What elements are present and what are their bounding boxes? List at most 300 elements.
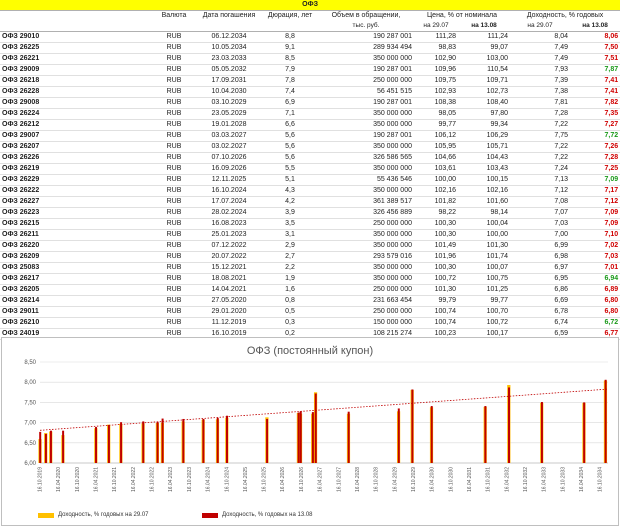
price-0729-cell: 100,00 (414, 175, 458, 186)
duration-cell: 8,5 (262, 54, 318, 65)
price-1308-cell: 99,34 (458, 120, 510, 131)
legend-label-0729: Доходность, % годовых на 29.07 (58, 512, 149, 518)
yield-0729-cell: 7,28 (510, 109, 570, 120)
currency-cell: RUB (152, 296, 196, 307)
currency-cell: RUB (152, 87, 196, 98)
yield-0729-cell: 6,78 (510, 307, 570, 318)
duration-cell: 8,8 (262, 32, 318, 43)
price-1308-cell: 97,80 (458, 109, 510, 120)
bond-name: ОФЗ 25083 (0, 263, 152, 274)
price-0729-cell: 99,77 (414, 120, 458, 131)
table-row (0, 175, 620, 186)
maturity-cell: 12.11.2025 (196, 175, 262, 186)
currency-cell: RUB (152, 54, 196, 65)
table-row (0, 307, 620, 318)
volume-cell: 55 436 546 (318, 175, 414, 186)
volume-cell: 350 000 000 (318, 263, 414, 274)
yield-1308-cell: 7,25 (570, 164, 620, 175)
table-row (0, 208, 620, 219)
price-1308-cell: 110,54 (458, 65, 510, 76)
price-0729-cell: 98,22 (414, 208, 458, 219)
duration-cell: 7,8 (262, 76, 318, 87)
yield-1308-cell: 6,80 (570, 307, 620, 318)
bar-1308 (157, 422, 159, 463)
duration-cell: 2,7 (262, 252, 318, 263)
volume-cell: 350 000 000 (318, 186, 414, 197)
subheader-price-d2: на 13.08 (458, 21, 510, 32)
price-1308-cell: 106,29 (458, 131, 510, 142)
yield-0729-cell: 7,49 (510, 54, 570, 65)
yield-0729-cell: 6,74 (510, 318, 570, 329)
bond-name: ОФЗ 26205 (0, 285, 152, 296)
x-tick-label: 16.10.2028 (373, 467, 380, 493)
volume-cell: 350 000 000 (318, 230, 414, 241)
volume-cell: 289 934 494 (318, 43, 414, 54)
price-1308-cell: 99,77 (458, 296, 510, 307)
bar-1308 (484, 406, 486, 463)
maturity-cell: 03.10.2029 (196, 98, 262, 109)
yield-1308-cell: 7,41 (570, 87, 620, 98)
volume-cell: 250 000 000 (318, 219, 414, 230)
maturity-cell: 27.05.2020 (196, 296, 262, 307)
price-1308-cell: 100,00 (458, 230, 510, 241)
yield-0729-cell: 7,24 (510, 164, 570, 175)
price-1308-cell: 108,40 (458, 98, 510, 109)
bar-1308 (266, 419, 268, 463)
yield-1308-cell: 7,87 (570, 65, 620, 76)
yield-0729-cell: 6,59 (510, 329, 570, 340)
bar-1308 (45, 434, 47, 463)
subheader-yield-d2: на 13.08 (570, 21, 620, 32)
price-1308-cell: 100,15 (458, 175, 510, 186)
yield-chart (2, 338, 618, 525)
yield-0729-cell: 7,39 (510, 76, 570, 87)
bond-name: ОФЗ 26223 (0, 208, 152, 219)
price-0729-cell: 106,12 (414, 131, 458, 142)
x-tick-label: 16.10.2031 (485, 467, 492, 493)
volume-cell: 250 000 000 (318, 285, 414, 296)
currency-cell: RUB (152, 65, 196, 76)
price-0729-cell: 109,96 (414, 65, 458, 76)
currency-cell: RUB (152, 131, 196, 142)
volume-cell: 350 000 000 (318, 109, 414, 120)
table-row (0, 142, 620, 153)
x-tick-label: 16.04.2025 (242, 467, 249, 493)
duration-cell: 9,1 (262, 43, 318, 54)
bar-1308 (95, 427, 97, 463)
maturity-cell: 07.12.2022 (196, 241, 262, 252)
volume-cell: 326 456 889 (318, 208, 414, 219)
currency-cell: RUB (152, 175, 196, 186)
duration-cell: 7,1 (262, 109, 318, 120)
maturity-cell: 15.12.2021 (196, 263, 262, 274)
bar-1308 (508, 387, 510, 463)
maturity-cell: 17.07.2024 (196, 197, 262, 208)
bond-name: ОФЗ 26224 (0, 109, 152, 120)
bar-1308 (50, 431, 52, 463)
volume-cell: 350 000 000 (318, 54, 414, 65)
currency-cell: RUB (152, 142, 196, 153)
table-row (0, 241, 620, 252)
yield-0729-cell: 7,22 (510, 153, 570, 164)
yield-1308-cell: 7,82 (570, 98, 620, 109)
gridlines (40, 362, 608, 463)
x-tick-label: 16.10.2022 (149, 467, 156, 493)
maturity-cell: 03.02.2027 (196, 142, 262, 153)
bond-name: ОФЗ 29007 (0, 131, 152, 142)
duration-cell: 5,6 (262, 153, 318, 164)
maturity-cell: 06.12.2034 (196, 32, 262, 43)
price-0729-cell: 100,30 (414, 219, 458, 230)
price-1308-cell: 104,43 (458, 153, 510, 164)
bar-1308 (202, 419, 204, 463)
price-0729-cell: 100,30 (414, 263, 458, 274)
maturity-cell: 16.10.2024 (196, 186, 262, 197)
header-price: Цена, % от номинала (427, 12, 497, 19)
yield-0729-cell: 7,22 (510, 142, 570, 153)
maturity-cell: 18.08.2021 (196, 274, 262, 285)
bar-1308 (583, 402, 585, 463)
x-tick-label: 16.04.2021 (93, 467, 100, 493)
duration-cell: 3,1 (262, 230, 318, 241)
price-0729-cell: 111,28 (414, 32, 458, 43)
yield-0729-cell: 6,95 (510, 274, 570, 285)
volume-cell: 326 586 565 (318, 153, 414, 164)
price-0729-cell: 101,82 (414, 197, 458, 208)
header-currency: Валюта (161, 12, 187, 19)
price-0729-cell: 108,38 (414, 98, 458, 109)
duration-cell: 5,5 (262, 164, 318, 175)
duration-cell: 0,3 (262, 318, 318, 329)
yield-1308-cell: 6,77 (570, 329, 620, 340)
duration-cell: 5,6 (262, 131, 318, 142)
table-header-row (0, 11, 620, 22)
currency-cell: RUB (152, 109, 196, 120)
bar-1308 (182, 419, 184, 463)
table-row (0, 120, 620, 131)
duration-cell: 7,4 (262, 87, 318, 98)
price-1308-cell: 103,00 (458, 54, 510, 65)
table-row (0, 219, 620, 230)
maturity-cell: 28.02.2024 (196, 208, 262, 219)
x-tick-label: 16.04.2033 (541, 467, 548, 493)
price-0729-cell: 101,30 (414, 285, 458, 296)
maturity-cell: 03.03.2027 (196, 131, 262, 142)
volume-cell: 250 000 000 (318, 307, 414, 318)
yield-1308-cell: 7,50 (570, 43, 620, 54)
table-row (0, 43, 620, 54)
yield-1308-cell: 7,41 (570, 76, 620, 87)
volume-cell: 190 287 001 (318, 32, 414, 43)
x-tick-label: 16.04.2022 (130, 467, 137, 493)
yield-1308-cell: 8,06 (570, 32, 620, 43)
subheader-price-d1: на 29.07 (414, 21, 458, 32)
maturity-cell: 10.05.2034 (196, 43, 262, 54)
price-0729-cell: 100,74 (414, 307, 458, 318)
table-row (0, 230, 620, 241)
yield-1308-cell: 7,10 (570, 230, 620, 241)
bar-1308 (142, 421, 144, 463)
yield-0729-cell: 7,75 (510, 131, 570, 142)
yield-1308-cell: 7,09 (570, 208, 620, 219)
x-tick-label: 16.10.2032 (523, 467, 530, 493)
x-tick-label: 16.04.2034 (579, 467, 586, 493)
volume-cell: 361 389 517 (318, 197, 414, 208)
duration-cell: 1,9 (262, 274, 318, 285)
legend-item-1308 (202, 512, 313, 518)
bond-name: ОФЗ 26209 (0, 252, 152, 263)
price-0729-cell: 98,83 (414, 43, 458, 54)
bar-1308 (300, 411, 302, 463)
bond-name: ОФЗ 26211 (0, 230, 152, 241)
x-tick-label: 16.10.2020 (74, 467, 81, 493)
x-tick-label: 16.10.2029 (411, 467, 418, 493)
bar-1308 (108, 425, 110, 463)
maturity-cell: 16.09.2026 (196, 164, 262, 175)
bond-name: ОФЗ 26220 (0, 241, 152, 252)
bar-1308 (431, 406, 433, 463)
table-row (0, 274, 620, 285)
yield-0729-cell: 7,07 (510, 208, 570, 219)
yield-1308-cell: 7,09 (570, 175, 620, 186)
currency-cell: RUB (152, 285, 196, 296)
yield-1308-cell: 6,80 (570, 296, 620, 307)
volume-cell: 108 215 274 (318, 329, 414, 340)
bond-name: ОФЗ 26217 (0, 274, 152, 285)
currency-cell: RUB (152, 274, 196, 285)
bar-1308 (298, 413, 300, 464)
table-row (0, 197, 620, 208)
price-1308-cell: 100,07 (458, 263, 510, 274)
price-1308-cell: 102,73 (458, 87, 510, 98)
currency-cell: RUB (152, 318, 196, 329)
table-title: ОФЗ (0, 0, 620, 11)
header-duration: Дюрация, лет (267, 12, 313, 19)
duration-cell: 0,2 (262, 329, 318, 340)
yield-0729-cell: 7,03 (510, 219, 570, 230)
table-row (0, 98, 620, 109)
maturity-cell: 16.10.2019 (196, 329, 262, 340)
price-0729-cell: 105,95 (414, 142, 458, 153)
bond-name: ОФЗ 29011 (0, 307, 152, 318)
maturity-cell: 19.01.2028 (196, 120, 262, 131)
yield-0729-cell: 7,49 (510, 43, 570, 54)
bar-1308 (398, 408, 400, 463)
duration-cell: 7,9 (262, 65, 318, 76)
price-1308-cell: 102,16 (458, 186, 510, 197)
header-volume-2: тыс. руб. (318, 21, 414, 32)
yield-1308-cell: 7,17 (570, 186, 620, 197)
yield-0729-cell: 7,81 (510, 98, 570, 109)
yield-0729-cell: 6,69 (510, 296, 570, 307)
x-tick-label: 16.04.2023 (168, 467, 175, 493)
table-row (0, 164, 620, 175)
yield-1308-cell: 7,02 (570, 241, 620, 252)
currency-cell: RUB (152, 241, 196, 252)
maturity-cell: 05.05.2032 (196, 65, 262, 76)
maturity-cell: 20.07.2022 (196, 252, 262, 263)
price-1308-cell: 100,04 (458, 219, 510, 230)
yield-0729-cell: 7,00 (510, 230, 570, 241)
yield-0729-cell: 8,04 (510, 32, 570, 43)
yield-0729-cell: 6,99 (510, 241, 570, 252)
bond-name: ОФЗ 26210 (0, 318, 152, 329)
bond-name: ОФЗ 26226 (0, 153, 152, 164)
duration-cell: 2,9 (262, 241, 318, 252)
yield-1308-cell: 7,27 (570, 120, 620, 131)
table-row (0, 263, 620, 274)
bond-name: ОФЗ 29008 (0, 98, 152, 109)
bar-1308 (541, 402, 543, 463)
currency-cell: RUB (152, 164, 196, 175)
bond-name: ОФЗ 29010 (0, 32, 152, 43)
table-row (0, 252, 620, 263)
duration-cell: 4,3 (262, 186, 318, 197)
currency-cell: RUB (152, 263, 196, 274)
duration-cell: 5,6 (262, 142, 318, 153)
x-tick-label: 16.04.2020 (56, 467, 63, 493)
price-0729-cell: 100,72 (414, 274, 458, 285)
yield-0729-cell: 7,38 (510, 87, 570, 98)
bar-1308 (226, 416, 228, 463)
y-tick-label: 7,50 (24, 400, 36, 407)
bond-name: ОФЗ 29009 (0, 65, 152, 76)
table-row (0, 153, 620, 164)
volume-cell: 350 000 000 (318, 274, 414, 285)
duration-cell: 6,9 (262, 98, 318, 109)
duration-cell: 4,2 (262, 197, 318, 208)
trendline-line (40, 389, 608, 430)
yield-0729-cell: 7,22 (510, 120, 570, 131)
volume-cell: 231 663 454 (318, 296, 414, 307)
legend-swatch-0729 (38, 513, 54, 518)
x-tick-label: 16.10.2021 (112, 467, 119, 493)
yield-1308-cell: 7,12 (570, 197, 620, 208)
x-tick-label: 16.10.2030 (448, 467, 455, 493)
price-0729-cell: 98,05 (414, 109, 458, 120)
currency-cell: RUB (152, 197, 196, 208)
legend-item-0729 (38, 512, 149, 518)
duration-cell: 0,5 (262, 307, 318, 318)
chart-title: ОФЗ (постоянный купон) (246, 345, 374, 357)
yield-1308-cell: 7,09 (570, 219, 620, 230)
duration-cell: 5,1 (262, 175, 318, 186)
currency-cell: RUB (152, 329, 196, 340)
legend-label-1308: Доходность, % годовых на 13.08 (222, 512, 313, 518)
price-1308-cell: 100,17 (458, 329, 510, 340)
currency-cell: RUB (152, 120, 196, 131)
y-tick-label: 8,00 (24, 380, 36, 387)
bond-name: ОФЗ 24019 (0, 329, 152, 340)
x-tick-label: 16.04.2026 (280, 467, 287, 493)
maturity-cell: 16.08.2023 (196, 219, 262, 230)
price-1308-cell: 101,30 (458, 241, 510, 252)
price-0729-cell: 103,61 (414, 164, 458, 175)
table-subheader-row (0, 21, 620, 32)
price-0729-cell: 100,74 (414, 318, 458, 329)
x-tick-label: 16.04.2028 (354, 467, 361, 493)
x-tick-label: 16.10.2033 (560, 467, 567, 493)
price-0729-cell: 102,93 (414, 87, 458, 98)
volume-cell: 250 000 000 (318, 76, 414, 87)
volume-cell: 293 579 016 (318, 252, 414, 263)
table-title-row (0, 0, 620, 11)
bond-name: ОФЗ 26218 (0, 76, 152, 87)
x-tick-label: 16.10.2025 (261, 467, 268, 493)
yield-1308-cell: 7,72 (570, 131, 620, 142)
table-row (0, 296, 620, 307)
table-row (0, 76, 620, 87)
yield-1308-cell: 7,03 (570, 252, 620, 263)
price-1308-cell: 100,70 (458, 307, 510, 318)
y-tick-label: 8,50 (24, 360, 36, 366)
subheader-yield-d1: на 29.07 (510, 21, 570, 32)
volume-cell: 350 000 000 (318, 164, 414, 175)
bar-1308 (120, 422, 122, 463)
bond-name: ОФЗ 26221 (0, 54, 152, 65)
maturity-cell: 10.04.2030 (196, 87, 262, 98)
price-0729-cell: 100,30 (414, 230, 458, 241)
yield-1308-cell: 6,72 (570, 318, 620, 329)
bond-name: ОФЗ 26214 (0, 296, 152, 307)
x-tick-label: 16.04.2032 (504, 467, 511, 493)
maturity-cell: 25.01.2023 (196, 230, 262, 241)
yield-1308-cell: 7,28 (570, 153, 620, 164)
y-tick-label: 6,50 (24, 440, 36, 447)
x-tick-label: 16.10.2023 (186, 467, 193, 493)
x-tick-label: 16.10.2024 (224, 467, 231, 493)
bar-1308 (348, 412, 350, 463)
header-volume-1: Объем в обращении, (331, 12, 401, 19)
price-1308-cell: 105,71 (458, 142, 510, 153)
bond-name: ОФЗ 26225 (0, 43, 152, 54)
price-0729-cell: 100,23 (414, 329, 458, 340)
y-tick-label: 7,00 (24, 420, 36, 427)
table-row (0, 54, 620, 65)
x-tick-label: 16.04.2030 (429, 467, 436, 493)
table-row (0, 131, 620, 142)
duration-cell: 2,2 (262, 263, 318, 274)
yield-0729-cell: 6,98 (510, 252, 570, 263)
bar-1308 (312, 412, 314, 463)
price-0729-cell: 109,75 (414, 76, 458, 87)
maturity-cell: 23.03.2033 (196, 54, 262, 65)
currency-cell: RUB (152, 153, 196, 164)
bar-1308 (39, 432, 41, 463)
yield-1308-cell: 6,94 (570, 274, 620, 285)
currency-cell: RUB (152, 208, 196, 219)
price-0729-cell: 102,16 (414, 186, 458, 197)
yield-0729-cell: 7,08 (510, 197, 570, 208)
duration-cell: 1,6 (262, 285, 318, 296)
price-1308-cell: 98,14 (458, 208, 510, 219)
duration-cell: 6,6 (262, 120, 318, 131)
maturity-cell: 11.12.2019 (196, 318, 262, 329)
yield-1308-cell: 7,51 (570, 54, 620, 65)
yield-0729-cell: 6,86 (510, 285, 570, 296)
yield-1308-cell: 7,26 (570, 142, 620, 153)
bar-1308 (162, 419, 164, 463)
bond-name: ОФЗ 26212 (0, 120, 152, 131)
x-tick-label: 16.10.2027 (336, 467, 343, 493)
table-row (0, 285, 620, 296)
x-tick-label: 16.04.2031 (466, 467, 473, 493)
bar-1308 (62, 431, 64, 463)
maturity-cell: 14.04.2021 (196, 285, 262, 296)
duration-cell: 0,8 (262, 296, 318, 307)
volume-cell: 190 287 001 (318, 65, 414, 76)
table-row (0, 87, 620, 98)
